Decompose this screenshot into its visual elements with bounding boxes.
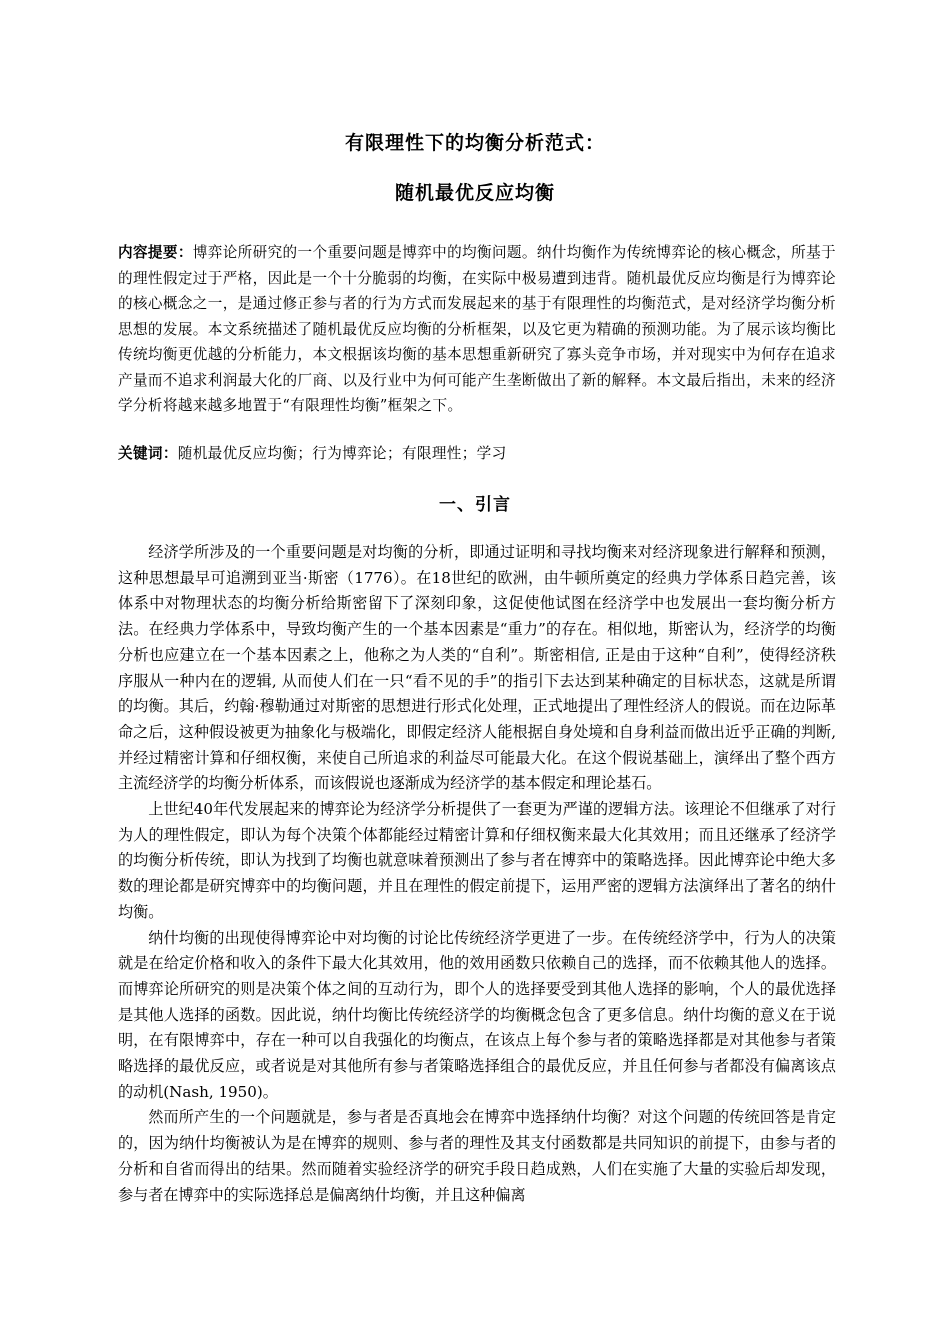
abstract-text: 博弈论所研究的一个重要问题是博弈中的均衡问题。纳什均衡作为传统博弈论的核心概念，所基于的理性假定过于严格，因此是一个十分脆弱的均衡，在实际中极易遭到违背。随机最优反应均衡是行为博弈论的核心概念之一，是通过修正参与者的行为方式而发展起来的基于有限理性的均衡范式，是对经济学均衡分析思想的发展。本文系统描述了随机最优反应均衡的分析框架，以及它更为精确的预测功能。为了展示该均衡比传统均衡更优越的分析能力，本文根据该均衡的基本思想重新研究了寡头竞争市场，并对现实中为何存在追求产量而不追求利润最大化的厂商、以及行业中为何可能产生垄断做出了新的解释。本文最后指出，未来的经济学分析将越来越多地置于“有限理性均衡”框架之下。	[118, 244, 836, 414]
paper-title-line-1: 有限理性下的均衡分析范式：	[344, 132, 605, 154]
paragraph: 纳什均衡的出现使得博弈论中对均衡的讨论比传统经济学更进了一步。在传统经济学中，行为人的决策就是在给定价格和收入的条件下最大化其效用，他的效用函数只依赖自己的选择，而不依赖其他人的选择。而博弈论所研究的则是决策个体之间的互动行为，即个人的选择要受到其他人选择的影响，个人的最优选择是其他人选择的函数。因此说，纳什均衡比传统经济学的均衡概念包含了更多信息。纳什均衡的意义在于说明，在有限博弈中，存在一种可以自我强化的均衡点，在该点上每个参与者的策略选择都是对其他参与者策略选择的最优反应，或者说是对其他所有参与者策略选择组合的最优反应，并且任何参与者都没有偏离该点的动机(Nash, 1950)。	[118, 928, 836, 1101]
keywords-text: 随机最优反应均衡；行为博弈论；有限理性；学习	[177, 445, 507, 462]
keywords-label: 关键词：	[118, 445, 178, 462]
abstract	[118, 240, 836, 419]
abstract-label: 内容提要：	[118, 244, 193, 261]
keywords	[118, 441, 836, 466]
body-text	[118, 540, 836, 1208]
section-heading-introduction: 一、引言	[439, 495, 511, 515]
paragraph: 然而所产生的一个问题就是，参与者是否真地会在博弈中选择纳什均衡？对这个问题的传统回答是肯定的，因为纳什均衡被认为是在博弈的规则、参与者的理性及其支付函数都是共同知识的前提下，由参与者的分析和自省而得出的结果。然而随着实验经济学的研究手段日趋成熟，人们在实施了大量的实验后却发现，参与者在博弈中的实际选择总是偏离纳什均衡，并且这种偏离	[118, 1108, 836, 1204]
paragraph: 上世纪40年代发展起来的博弈论为经济学分析提供了一套更为严谨的逻辑方法。该理论不但继承了对行为人的理性假定，即认为每个决策个体都能经过精密计算和仔细权衡来最大化其效用；而且还继承了经济学的均衡分析传统，即认为找到了均衡也就意味着预测出了参与者在博弈中的策略选择。因此博弈论中绝大多数的理论都是研究博弈中的均衡问题，并且在理性的假定前提下，运用严密的逻辑方法演绎出了著名的纳什均衡。	[118, 800, 836, 921]
paragraph: 经济学所涉及的一个重要问题是对均衡的分析，即通过证明和寻找均衡来对经济现象进行解释和预测，这种思想最早可追溯到亚当·斯密（1776）。在18世纪的欧洲，由牛顿所奠定的经典力学体系日趋完善，该体系中对物理状态的均衡分析给斯密留下了深刻印象，这促使他试图在经济学中也发展出一套均衡分析方法。在经典力学体系中，导致均衡产生的一个基本因素是“重力”的存在。相似地，斯密认为，经济学的均衡分析也应建立在一个基本因素之上，他称之为人类的“自利”。斯密相信, 正是由于这种“自利”，使得经济秩序服从一种内在的逻辑, 从而使人们在一只“看不见的手”的指引下去达到某种确定的目标状态，这就是所谓的均衡。其后，约翰·穆勒通过对斯密的思想进行形式化处理，正式地提出了理性经济人的假说。而在边际革命之后，这种假设被更为抽象化与极端化，即假定经济人能根据自身处境和自身利益而做出近乎正确的判断, 并经过精密计算和仔细权衡，来使自己所追求的利益尽可能最大化。在这个假说基础上，演绎出了整个西方主流经济学的均衡分析体系，而该假说也逐渐成为经济学的基本假定和理论基石。	[118, 543, 836, 793]
paper-title-line-2: 随机最优反应均衡	[394, 182, 555, 204]
